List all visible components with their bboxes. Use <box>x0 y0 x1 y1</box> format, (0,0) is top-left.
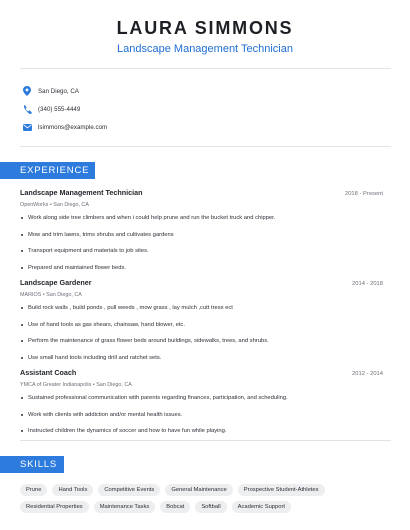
job-dates: 2018 - Present <box>344 191 383 197</box>
skills-heading: SKILLS <box>0 456 64 473</box>
contact-email <box>22 118 107 136</box>
job-dates: 2012 - 2014 <box>352 371 383 377</box>
job-entry <box>20 368 383 440</box>
experience-section <box>20 188 383 440</box>
divider <box>20 68 391 69</box>
job-dates: 2014 - 2018 <box>352 281 383 287</box>
company-location: San Diego, CA <box>96 382 132 388</box>
contact-location <box>22 82 107 100</box>
job-bullet: Use small hand tools including drill and ratchet sets. <box>20 350 383 367</box>
contact-phone <box>22 100 107 118</box>
skill-tag: Softball <box>195 501 226 513</box>
email-icon <box>22 122 32 132</box>
company-name: MARIOS <box>20 292 42 298</box>
job-entry <box>20 188 383 276</box>
contact-info <box>22 82 107 136</box>
skill-tag: Prune <box>20 484 47 496</box>
skills-list <box>20 484 390 513</box>
job-company: MARIOS • San Diego, CA <box>20 292 82 298</box>
skill-tag: General Maintenance <box>165 484 232 496</box>
job-role: Assistant Coach <box>20 368 77 377</box>
job-company: YMCA of Greater Indianapolis • San Diego, CA <box>20 382 132 388</box>
job-bullet: Mow and trim lawns, trims shrubs and cultivates gardens <box>20 227 383 244</box>
contact-location-text: San Diego, CA <box>38 87 79 95</box>
company-location: San Diego, CA <box>46 292 82 298</box>
job-entry <box>20 278 383 366</box>
skill-tag: Academic Support <box>232 501 291 513</box>
job-bullet: Sustained professional communication with parents regarding finances, participation, and scheduling. <box>20 390 383 407</box>
company-name: OpenWorks <box>20 202 49 208</box>
job-bullet: Prepared and maintained flower beds. <box>20 260 383 277</box>
job-bullet: Work with clients with addiction and/or mental health issues. <box>20 407 383 424</box>
skill-tag: Residential Properties <box>20 501 89 513</box>
phone-icon <box>22 104 32 114</box>
skill-tag: Prospective Student-Athletes <box>238 484 325 496</box>
resume-header <box>0 16 410 56</box>
job-bullet: Transport equipment and materials to job sites. <box>20 243 383 260</box>
job-role: Landscape Management Technician <box>20 188 143 197</box>
divider <box>20 146 391 147</box>
job-bullet: Use of hand tools as gas shears, chainsaw, hand blower, etc. <box>20 317 383 334</box>
company-name: YMCA of Greater Indianapolis <box>20 382 92 388</box>
job-bullet: Build rock walls , build ponds , pull weeds , mow grass , lay mulch ,cutt tress ect <box>20 300 383 317</box>
job-company: OpenWorks • San Diego, CA <box>20 202 89 208</box>
job-bullets <box>20 300 383 366</box>
experience-heading: EXPERIENCE <box>0 162 95 179</box>
skill-tag: Bobcat <box>160 501 190 513</box>
contact-email-text[interactable]: lsimmons@example.com <box>38 123 108 131</box>
skill-tag: Maintenance Tasks <box>94 501 156 513</box>
job-bullets <box>20 390 383 440</box>
skill-tag: Hand Tools <box>52 484 93 496</box>
divider <box>20 440 391 441</box>
job-bullet: Work along side tree climbers and when i could help prune and run the bucket truck and chipper. <box>20 210 383 227</box>
job-bullet: Perform the maintenance of grass flower beds around buildings, sidewalks, trees, and shrubs. <box>20 333 383 350</box>
job-role: Landscape Gardener <box>20 278 92 287</box>
candidate-name: LAURA SIMMONS <box>116 18 294 38</box>
candidate-title: Landscape Management Technician <box>117 43 293 55</box>
job-bullets <box>20 210 383 276</box>
skill-tag: Competitive Events <box>98 484 160 496</box>
company-location: San Diego, CA <box>53 202 89 208</box>
contact-phone-text: (340) 555-4449 <box>38 105 81 113</box>
job-bullet: Instructed children the dynamics of soccer and how to have fun while playing. <box>20 423 383 440</box>
location-pin-icon <box>22 86 32 96</box>
